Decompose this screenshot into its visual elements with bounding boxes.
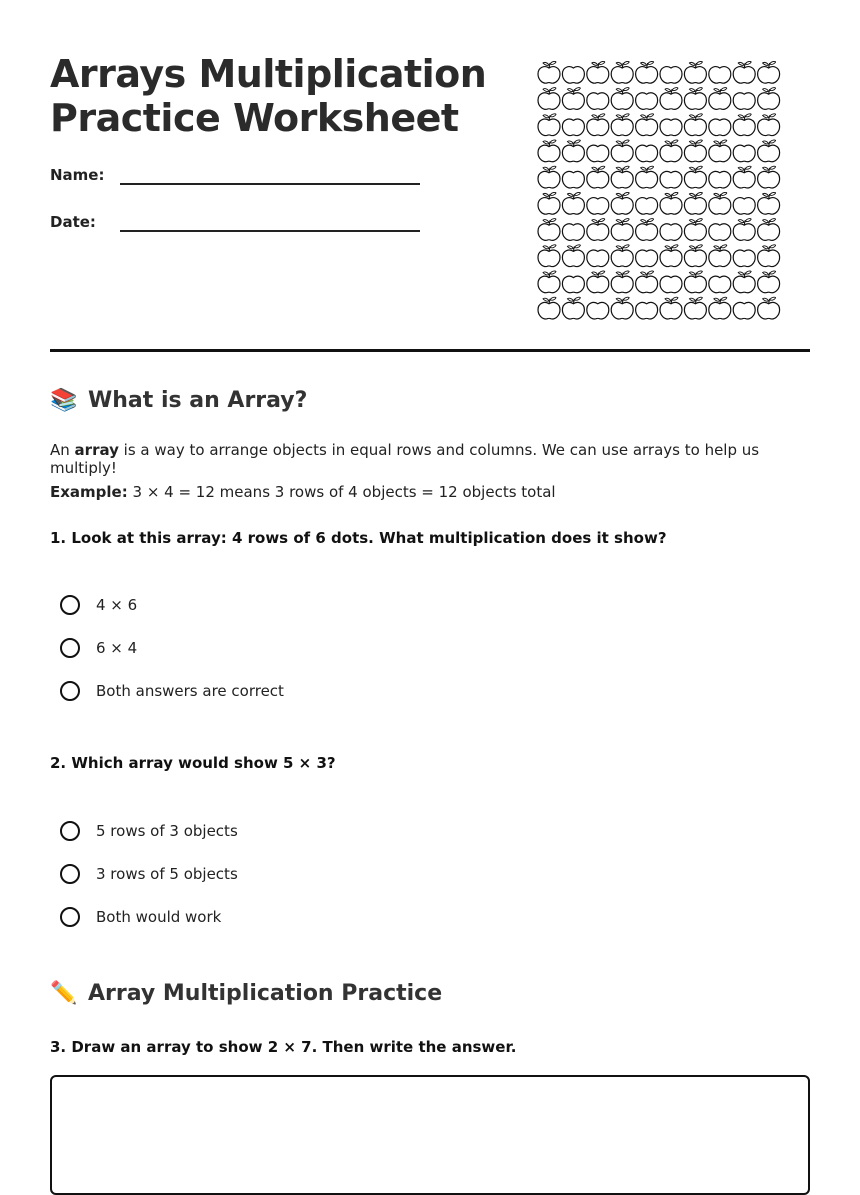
page-title: Arrays Multiplication Practice Worksheet: [50, 52, 487, 140]
apple-icon: [684, 192, 706, 214]
apple-icon: [709, 140, 731, 162]
apple-icon: [733, 250, 755, 267]
q1-option-2[interactable]: [60, 635, 137, 661]
apple-icon: [733, 302, 755, 319]
apple-icon: [636, 93, 658, 110]
section-heading-text: What is an Array?: [88, 388, 308, 413]
pencil-icon: ✏️: [50, 981, 78, 1006]
apple-icon: [758, 140, 780, 162]
apple-icon: [733, 61, 755, 83]
apple-icon: [611, 271, 633, 293]
option-label: 4 × 6: [96, 596, 138, 614]
q2-option-2[interactable]: [60, 861, 238, 887]
apple-icon: [733, 114, 755, 136]
apple-icon: [636, 198, 658, 215]
apple-icon: [636, 302, 658, 319]
apple-icon: [538, 271, 560, 293]
apple-icon: [611, 88, 633, 110]
apple-icon: [660, 88, 682, 110]
radio-button[interactable]: [60, 595, 80, 615]
apple-icon: [587, 198, 609, 215]
apple-icon: [538, 166, 560, 188]
apple-icon: [538, 297, 560, 319]
apple-icon: [709, 276, 731, 293]
date-label: Date:: [50, 213, 96, 231]
apple-icon: [587, 302, 609, 319]
radio-button[interactable]: [60, 681, 80, 701]
apple-icon: [684, 297, 706, 319]
array-definition: [50, 441, 810, 477]
apple-icon: [636, 114, 658, 136]
apple-grid-icon: [537, 59, 803, 323]
apple-icon: [684, 219, 706, 241]
apple-icon: [587, 145, 609, 162]
apple-icon: [733, 145, 755, 162]
q1-option-1[interactable]: [60, 592, 137, 618]
apple-icon: [758, 88, 780, 110]
date-write-line[interactable]: [120, 230, 420, 232]
q2-option-3[interactable]: [60, 904, 221, 930]
apple-icon: [636, 219, 658, 241]
question-1: 1. Look at this array: 4 rows of 6 dots. What multiplication does it show?: [50, 529, 667, 547]
section-heading-text: Array Multiplication Practice: [88, 981, 443, 1006]
drawing-answer-box[interactable]: [50, 1075, 810, 1195]
apple-icon: [538, 88, 560, 110]
apple-icon: [684, 88, 706, 110]
definition-text-end: is a way to arrange objects in equal rows and columns. We can use arrays to help us multiply!: [50, 441, 760, 477]
option-label: 3 rows of 5 objects: [96, 865, 238, 883]
apple-icon: [562, 88, 584, 110]
section-heading-what-is-array: [50, 388, 307, 413]
apple-icon: [538, 61, 560, 83]
apple-icon: [684, 140, 706, 162]
worksheet-header: [50, 0, 810, 352]
apple-icon: [611, 192, 633, 214]
apple-icon: [709, 224, 731, 241]
apple-icon: [636, 271, 658, 293]
array-example: [50, 483, 810, 501]
apple-icon: [611, 245, 633, 267]
apple-icon: [562, 119, 584, 136]
apple-icon: [684, 114, 706, 136]
example-text: 3 × 4 = 12 means 3 rows of 4 objects = 12 objects total: [127, 483, 556, 501]
section-heading-practice: [50, 981, 442, 1006]
radio-button[interactable]: [60, 821, 80, 841]
apple-icon: [587, 61, 609, 83]
apple-icon: [562, 245, 584, 267]
apple-icon: [660, 171, 682, 188]
option-label: 6 × 4: [96, 639, 138, 657]
q2-option-1[interactable]: [60, 818, 238, 844]
apple-icon: [538, 192, 560, 214]
apple-icon: [709, 192, 731, 214]
apple-icon: [611, 140, 633, 162]
apple-icon: [684, 61, 706, 83]
apple-icon: [611, 166, 633, 188]
apple-icon: [538, 140, 560, 162]
apple-icon: [636, 250, 658, 267]
header-divider: [50, 349, 810, 352]
apple-icon: [733, 93, 755, 110]
apple-icon: [758, 166, 780, 188]
apple-icon: [758, 219, 780, 241]
question-3: 3. Draw an array to show 2 × 7. Then write the answer.: [50, 1038, 517, 1056]
definition-text-start: An: [50, 441, 75, 459]
apple-icon: [538, 245, 560, 267]
apple-icon: [733, 198, 755, 215]
apple-icon: [660, 297, 682, 319]
apple-icon: [636, 145, 658, 162]
apple-icon: [587, 93, 609, 110]
apple-icon: [562, 297, 584, 319]
apple-icon: [684, 271, 706, 293]
apple-icon: [538, 114, 560, 136]
radio-button[interactable]: [60, 864, 80, 884]
question-2: 2. Which array would show 5 × 3?: [50, 754, 336, 772]
apple-icon: [611, 297, 633, 319]
apple-icon: [758, 245, 780, 267]
apple-icon: [562, 140, 584, 162]
apple-icon: [733, 271, 755, 293]
apple-icon: [538, 219, 560, 241]
apple-icon: [709, 67, 731, 84]
apple-icon: [709, 88, 731, 110]
apple-icon: [587, 166, 609, 188]
apple-icon: [733, 219, 755, 241]
apple-icon: [709, 171, 731, 188]
apple-icon: [562, 67, 584, 84]
radio-button[interactable]: [60, 638, 80, 658]
apple-icon: [660, 245, 682, 267]
name-write-line[interactable]: [120, 183, 420, 185]
worksheet-page: [50, 0, 810, 1056]
apple-icon: [611, 114, 633, 136]
option-label: Both would work: [96, 908, 222, 926]
apple-icon: [636, 61, 658, 83]
apple-icon: [660, 276, 682, 293]
definition-keyword: array: [74, 441, 119, 459]
apple-icon: [660, 67, 682, 84]
apple-icon: [733, 166, 755, 188]
apple-icon: [611, 61, 633, 83]
example-label: Example:: [50, 483, 128, 501]
apple-icon: [758, 271, 780, 293]
apple-icon: [562, 276, 584, 293]
apple-icon: [758, 297, 780, 319]
apple-icon: [562, 224, 584, 241]
apple-icon: [587, 219, 609, 241]
apple-icon: [709, 297, 731, 319]
apple-icon: [758, 192, 780, 214]
apple-array-illustration: [537, 59, 803, 323]
apple-icon: [636, 166, 658, 188]
apple-icon: [684, 245, 706, 267]
apple-icon: [660, 140, 682, 162]
option-label: Both answers are correct: [96, 682, 284, 700]
apple-icon: [709, 119, 731, 136]
apple-icon: [660, 119, 682, 136]
apple-icon: [660, 224, 682, 241]
option-label: 5 rows of 3 objects: [96, 822, 238, 840]
q1-option-3[interactable]: [60, 678, 284, 704]
apple-icon: [611, 219, 633, 241]
books-icon: 📚: [50, 388, 78, 413]
apple-icon: [709, 245, 731, 267]
apple-icon: [684, 166, 706, 188]
name-field: [50, 166, 430, 190]
apple-icon: [758, 114, 780, 136]
radio-button[interactable]: [60, 907, 80, 927]
apple-icon: [660, 192, 682, 214]
date-field: [50, 213, 430, 237]
apple-icon: [587, 250, 609, 267]
name-label: Name:: [50, 166, 105, 184]
apple-icon: [562, 192, 584, 214]
apple-icon: [587, 114, 609, 136]
apple-icon: [758, 61, 780, 83]
apple-icon: [587, 271, 609, 293]
apple-icon: [562, 171, 584, 188]
